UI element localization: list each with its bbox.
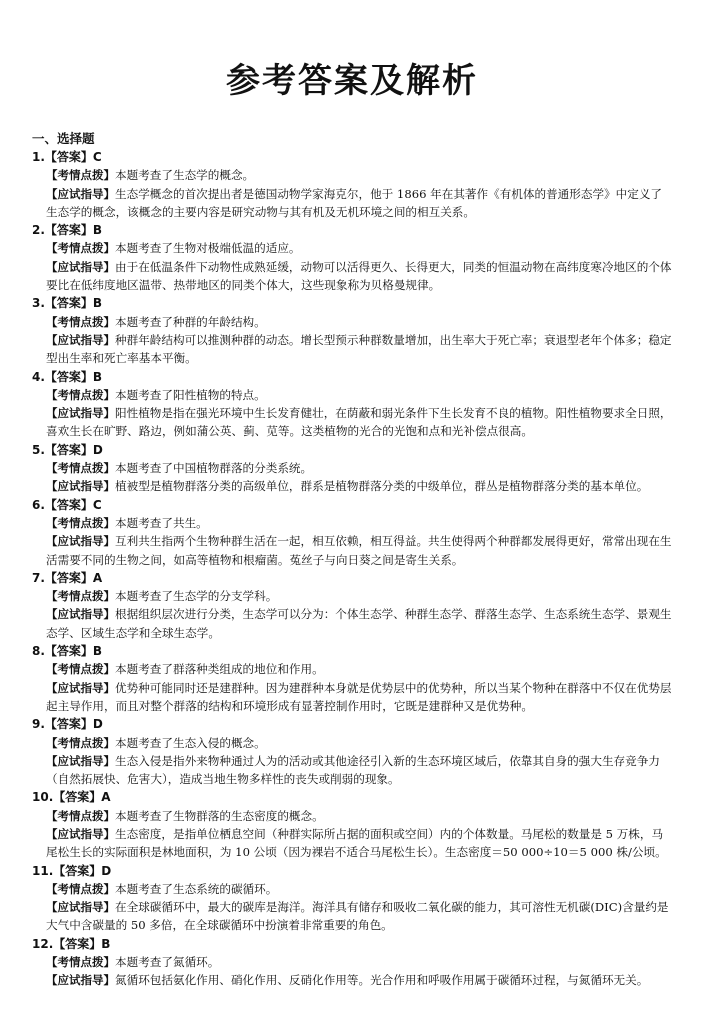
knowledge-point-row — [32, 459, 672, 477]
exam-guidance-row — [32, 477, 672, 495]
knowledge-point-text: 本题考查了种群的年龄结构。 — [115, 314, 266, 329]
exam-guidance-row — [32, 185, 672, 222]
knowledge-point-label: 【考情点拨】 — [46, 955, 115, 970]
answer-list — [32, 148, 672, 990]
exam-guidance-label: 【应试指导】 — [46, 607, 115, 622]
knowledge-point-text: 本题考查了共生。 — [115, 515, 208, 530]
knowledge-point-row — [32, 953, 672, 971]
knowledge-point-label: 【考情点拨】 — [46, 314, 115, 329]
exam-guidance-row — [32, 825, 672, 862]
exam-guidance-row — [32, 605, 672, 642]
answer-line: 7.【答案】A — [32, 570, 103, 585]
knowledge-point-label: 【考情点拨】 — [46, 461, 115, 476]
answer-line: 5.【答案】D — [32, 442, 103, 457]
page-title: 参考答案及解析 — [226, 61, 478, 101]
knowledge-point-label: 【考情点拨】 — [46, 387, 115, 402]
exam-guidance-text: 生态密度，是指单位栖息空间（种群实际所占据的面积或空间）内的个体数量。马尾松的数量是 5 万株，马尾松生长的实际面积是林地面积，为 10 公顷（因为裸岩不适合马尾松生长）。生态密度＝50 000÷10＝5 000 株/公顷。 — [46, 826, 667, 860]
knowledge-point-row — [32, 239, 672, 257]
knowledge-point-row — [32, 313, 672, 331]
knowledge-point-text: 本题考查了阳性植物的特点。 — [115, 387, 266, 402]
exam-guidance-text: 生态学概念的首次提出者是德国动物学家海克尔，他于 1866 年在其著作《有机体的普通形态学》中定义了生态学的概念，该概念的主要内容是研究动物与其有机及无机环境之间的相互关系。 — [46, 186, 663, 219]
exam-guidance-text: 由于在低温条件下动物性成熟延缓，动物可以活得更久、长得更大，同类的恒温动物在高纬度寒冷地区的个体要比在低纬度地区温带、热带地区的同类个体大，这些现象称为贝格曼规律。 — [46, 259, 672, 293]
knowledge-point-text: 本题考查了生态学的分支学科。 — [115, 589, 278, 604]
knowledge-point-row — [32, 660, 672, 678]
exam-guidance-row — [32, 679, 672, 716]
exam-guidance-text: 在全球碳循环中，最大的碳库是海洋。海洋具有储存和吸收二氧化碳的能力，其可溶性无机碳(DIC)含量约是大气中含碳量的 50 多倍，在全球碳循环中扮演着非常重要的角色。 — [46, 900, 669, 933]
answer-item — [32, 368, 672, 441]
knowledge-point-text: 本题考查了生物对极端低温的适应。 — [115, 241, 301, 256]
knowledge-point-row — [32, 807, 672, 825]
answer-item — [32, 221, 672, 294]
knowledge-point-row — [32, 514, 672, 532]
knowledge-point-row — [32, 734, 672, 752]
answer-item — [32, 642, 672, 715]
knowledge-point-label: 【考情点拨】 — [46, 735, 115, 750]
knowledge-point-label: 【考情点拨】 — [46, 515, 115, 530]
answer-line: 2.【答案】B — [32, 223, 103, 238]
knowledge-point-label: 【考情点拨】 — [46, 881, 115, 896]
knowledge-point-text: 本题考查了生物群落的生态密度的概念。 — [115, 808, 324, 823]
exam-guidance-text: 生态入侵是指外来物种通过人为的活动或其他途径引入新的生态环境区域后，依靠其自身的强大生存竞争力（自然拓展快、危害大），造成当地生物多样性的丧失或削弱的现象。 — [46, 753, 660, 787]
answer-item — [32, 862, 672, 935]
knowledge-point-label: 【考情点拨】 — [46, 589, 115, 604]
answer-item — [32, 569, 672, 642]
exam-guidance-label: 【应试指导】 — [46, 826, 115, 841]
knowledge-point-row — [32, 587, 672, 605]
knowledge-point-label: 【考情点拨】 — [46, 168, 115, 183]
section-heading: 一、选择题 — [32, 131, 95, 146]
exam-guidance-label: 【应试指导】 — [46, 753, 115, 768]
exam-guidance-text: 种群年龄结构可以推测种群的动态。增长型预示种群数量增加，出生率大于死亡率；衰退型老年个体多；稳定型出生率和死亡率基本平衡。 — [46, 332, 672, 366]
answer-line: 8.【答案】B — [32, 644, 103, 659]
answer-line: 10.【答案】A — [32, 790, 111, 805]
knowledge-point-label: 【考情点拨】 — [46, 241, 115, 256]
knowledge-point-label: 【考情点拨】 — [46, 662, 115, 677]
exam-guidance-label: 【应试指导】 — [46, 406, 115, 421]
exam-guidance-label: 【应试指导】 — [46, 186, 115, 201]
knowledge-point-text: 本题考查了群落种类组成的地位和作用。 — [115, 662, 324, 677]
answer-line: 1.【答案】C — [32, 150, 102, 164]
knowledge-point-row — [32, 166, 672, 184]
exam-guidance-label: 【应试指导】 — [46, 479, 115, 494]
answer-line: 4.【答案】B — [32, 369, 103, 384]
exam-guidance-row — [32, 532, 672, 569]
answer-item — [32, 148, 672, 221]
exam-guidance-row — [32, 898, 672, 935]
knowledge-point-row — [32, 386, 672, 404]
knowledge-point-text: 本题考查了中国植物群落的分类系统。 — [115, 461, 313, 476]
exam-guidance-text: 根据组织层次进行分类，生态学可以分为：个体生态学、种群生态学、群落生态学、生态系统生态学、景观生态学、区域生态学和全球生态学。 — [46, 607, 672, 640]
exam-guidance-row — [32, 971, 672, 989]
knowledge-point-row — [32, 880, 672, 898]
exam-guidance-label: 【应试指导】 — [46, 332, 115, 347]
exam-guidance-text: 氮循环包括氨化作用、硝化作用、反硝化作用等。光合作用和呼吸作用属于碳循环过程，与氮循环无关。 — [115, 973, 649, 988]
exam-guidance-label: 【应试指导】 — [46, 900, 115, 915]
answer-line: 11.【答案】D — [32, 863, 112, 878]
exam-guidance-text: 阳性植物是指在强光环境中生长发育健壮，在荫蔽和弱光条件下生长发育不良的植物。阳性植物要求全日照，喜欢生长在旷野、路边，例如蒲公英、蓟、苋等。这类植物的光合的光饱和点和光补偿点很高。 — [46, 406, 672, 439]
knowledge-point-text: 本题考查了氮循环。 — [115, 955, 220, 970]
answer-item — [32, 935, 672, 990]
knowledge-point-text: 本题考查了生态入侵的概念。 — [115, 735, 266, 750]
exam-guidance-text: 植被型是植物群落分类的高级单位，群系是植物群落分类的中级单位，群丛是植物群落分类的基本单位。 — [115, 479, 649, 494]
exam-guidance-row — [32, 331, 672, 368]
exam-guidance-row — [32, 258, 672, 295]
answer-item — [32, 496, 672, 569]
exam-guidance-row — [32, 752, 672, 789]
exam-guidance-text: 互利共生指两个生物种群生活在一起，相互依赖，相互得益。共生使得两个种群都发展得更好，常常出现在生活需要不同的生物之间，如高等植物和根瘤菌。菟丝子与向日葵之间是寄生关系。 — [46, 534, 672, 567]
knowledge-point-label: 【考情点拨】 — [46, 808, 115, 823]
exam-guidance-label: 【应试指导】 — [46, 680, 115, 695]
answer-line: 12.【答案】B — [32, 936, 111, 951]
answer-item — [32, 788, 672, 861]
answer-item — [32, 294, 672, 367]
exam-guidance-text: 优势种可能同时还是建群种。因为建群种本身就是优势层中的优势种，所以当某个物种在群落中不仅在优势层起主导作用，而且对整个群落的结构和环境形成有显著控制作用时，它既是建群种又是优势种。 — [46, 680, 672, 713]
exam-guidance-label: 【应试指导】 — [46, 259, 115, 274]
answer-line: 6.【答案】C — [32, 497, 102, 512]
exam-guidance-row — [32, 404, 672, 441]
knowledge-point-text: 本题考查了生态学的概念。 — [115, 168, 255, 183]
answer-item — [32, 715, 672, 788]
answer-line: 3.【答案】B — [32, 296, 103, 311]
answer-line: 9.【答案】D — [32, 717, 103, 732]
knowledge-point-text: 本题考查了生态系统的碳循环。 — [115, 881, 278, 896]
exam-guidance-label: 【应试指导】 — [46, 973, 115, 988]
answer-item — [32, 441, 672, 496]
exam-guidance-label: 【应试指导】 — [46, 534, 115, 549]
